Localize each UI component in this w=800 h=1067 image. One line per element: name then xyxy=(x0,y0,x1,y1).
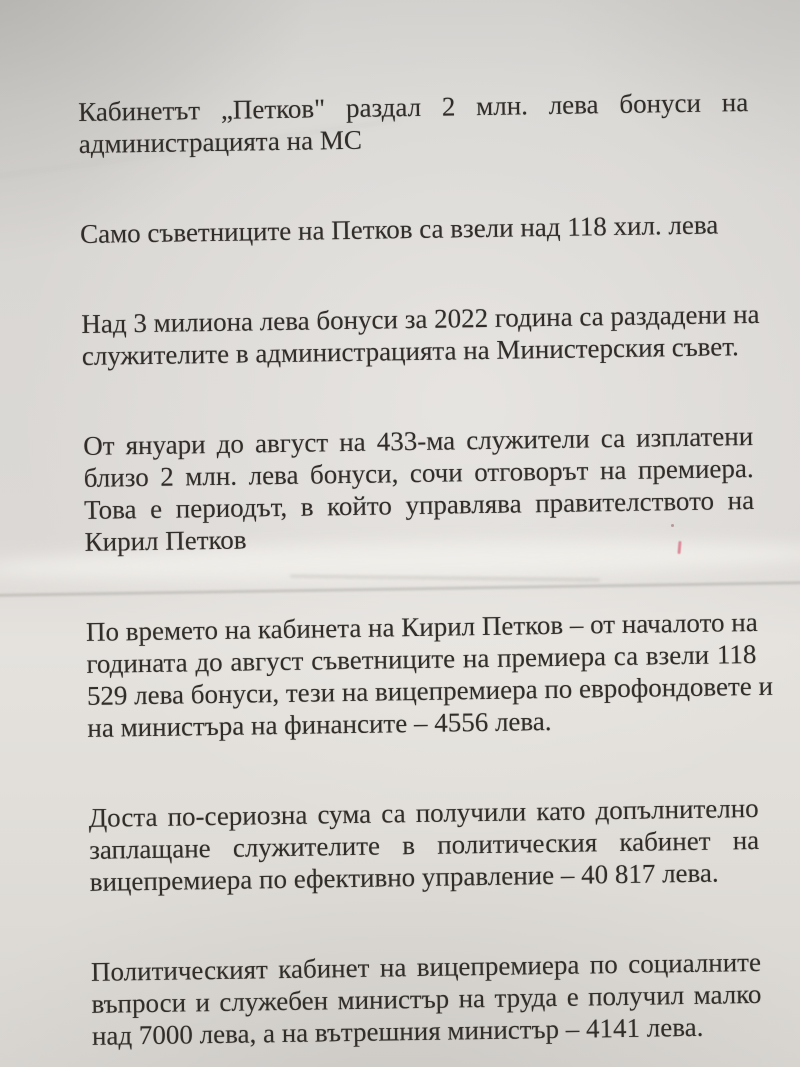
paragraph xyxy=(89,792,760,898)
text-line: на министъра на финансите – 4556 лева. xyxy=(87,706,552,743)
paragraph xyxy=(85,606,774,744)
text-line: Доста по-сериозна сума са получили като допълнително xyxy=(88,792,759,833)
text-line: годината до август съветниците на премиера са взели 118 xyxy=(86,638,757,679)
subtitle-line: Само съветниците на Петков са взели над 118 хил. лева xyxy=(79,209,719,249)
document-subtitle xyxy=(80,208,750,250)
text-line: близо 2 млн. лева бонуси, сочи отговорът на премиера. xyxy=(83,452,754,493)
text-line: Това е периодът, в който управлява правителството на xyxy=(83,484,755,525)
text-line: заплащане служителите в политическия кабинет на xyxy=(88,824,760,865)
document-text xyxy=(78,86,774,1052)
text-line: вицепремиера по ефективно управление – 40 817 лева. xyxy=(89,857,719,897)
paragraph xyxy=(91,946,762,1052)
paragraph xyxy=(83,420,755,558)
text-line: Политическият кабинет на вицепремиера по социалните xyxy=(90,946,762,987)
text-line: Над 3 милиона лева бонуси за 2022 година са раздадени на xyxy=(81,298,760,339)
text-line: 529 лева бонуси, тези на вицепремиера по еврофондовете и xyxy=(86,670,774,711)
document-title xyxy=(78,86,749,160)
text-line: По времето на кабинета на Кирил Петков – от началото на xyxy=(85,606,758,647)
title-line: Кабинетът „Петков" раздал 2 млн. лева бонуси на xyxy=(78,87,749,127)
title-line: администрацията на МС xyxy=(78,124,363,159)
paragraph xyxy=(81,298,760,372)
text-line: От януари до август на 433-ма служители са изплатени xyxy=(82,420,754,461)
text-line: Кирил Петков xyxy=(84,524,247,557)
text-line: въпроси и служебен министър на труда е получил малко xyxy=(91,978,762,1019)
text-line: над 7000 лева, а на вътрешния министър – 4141 лева. xyxy=(91,1011,704,1051)
text-line: служителите в администрацията на Министерския съвет. xyxy=(81,331,739,371)
